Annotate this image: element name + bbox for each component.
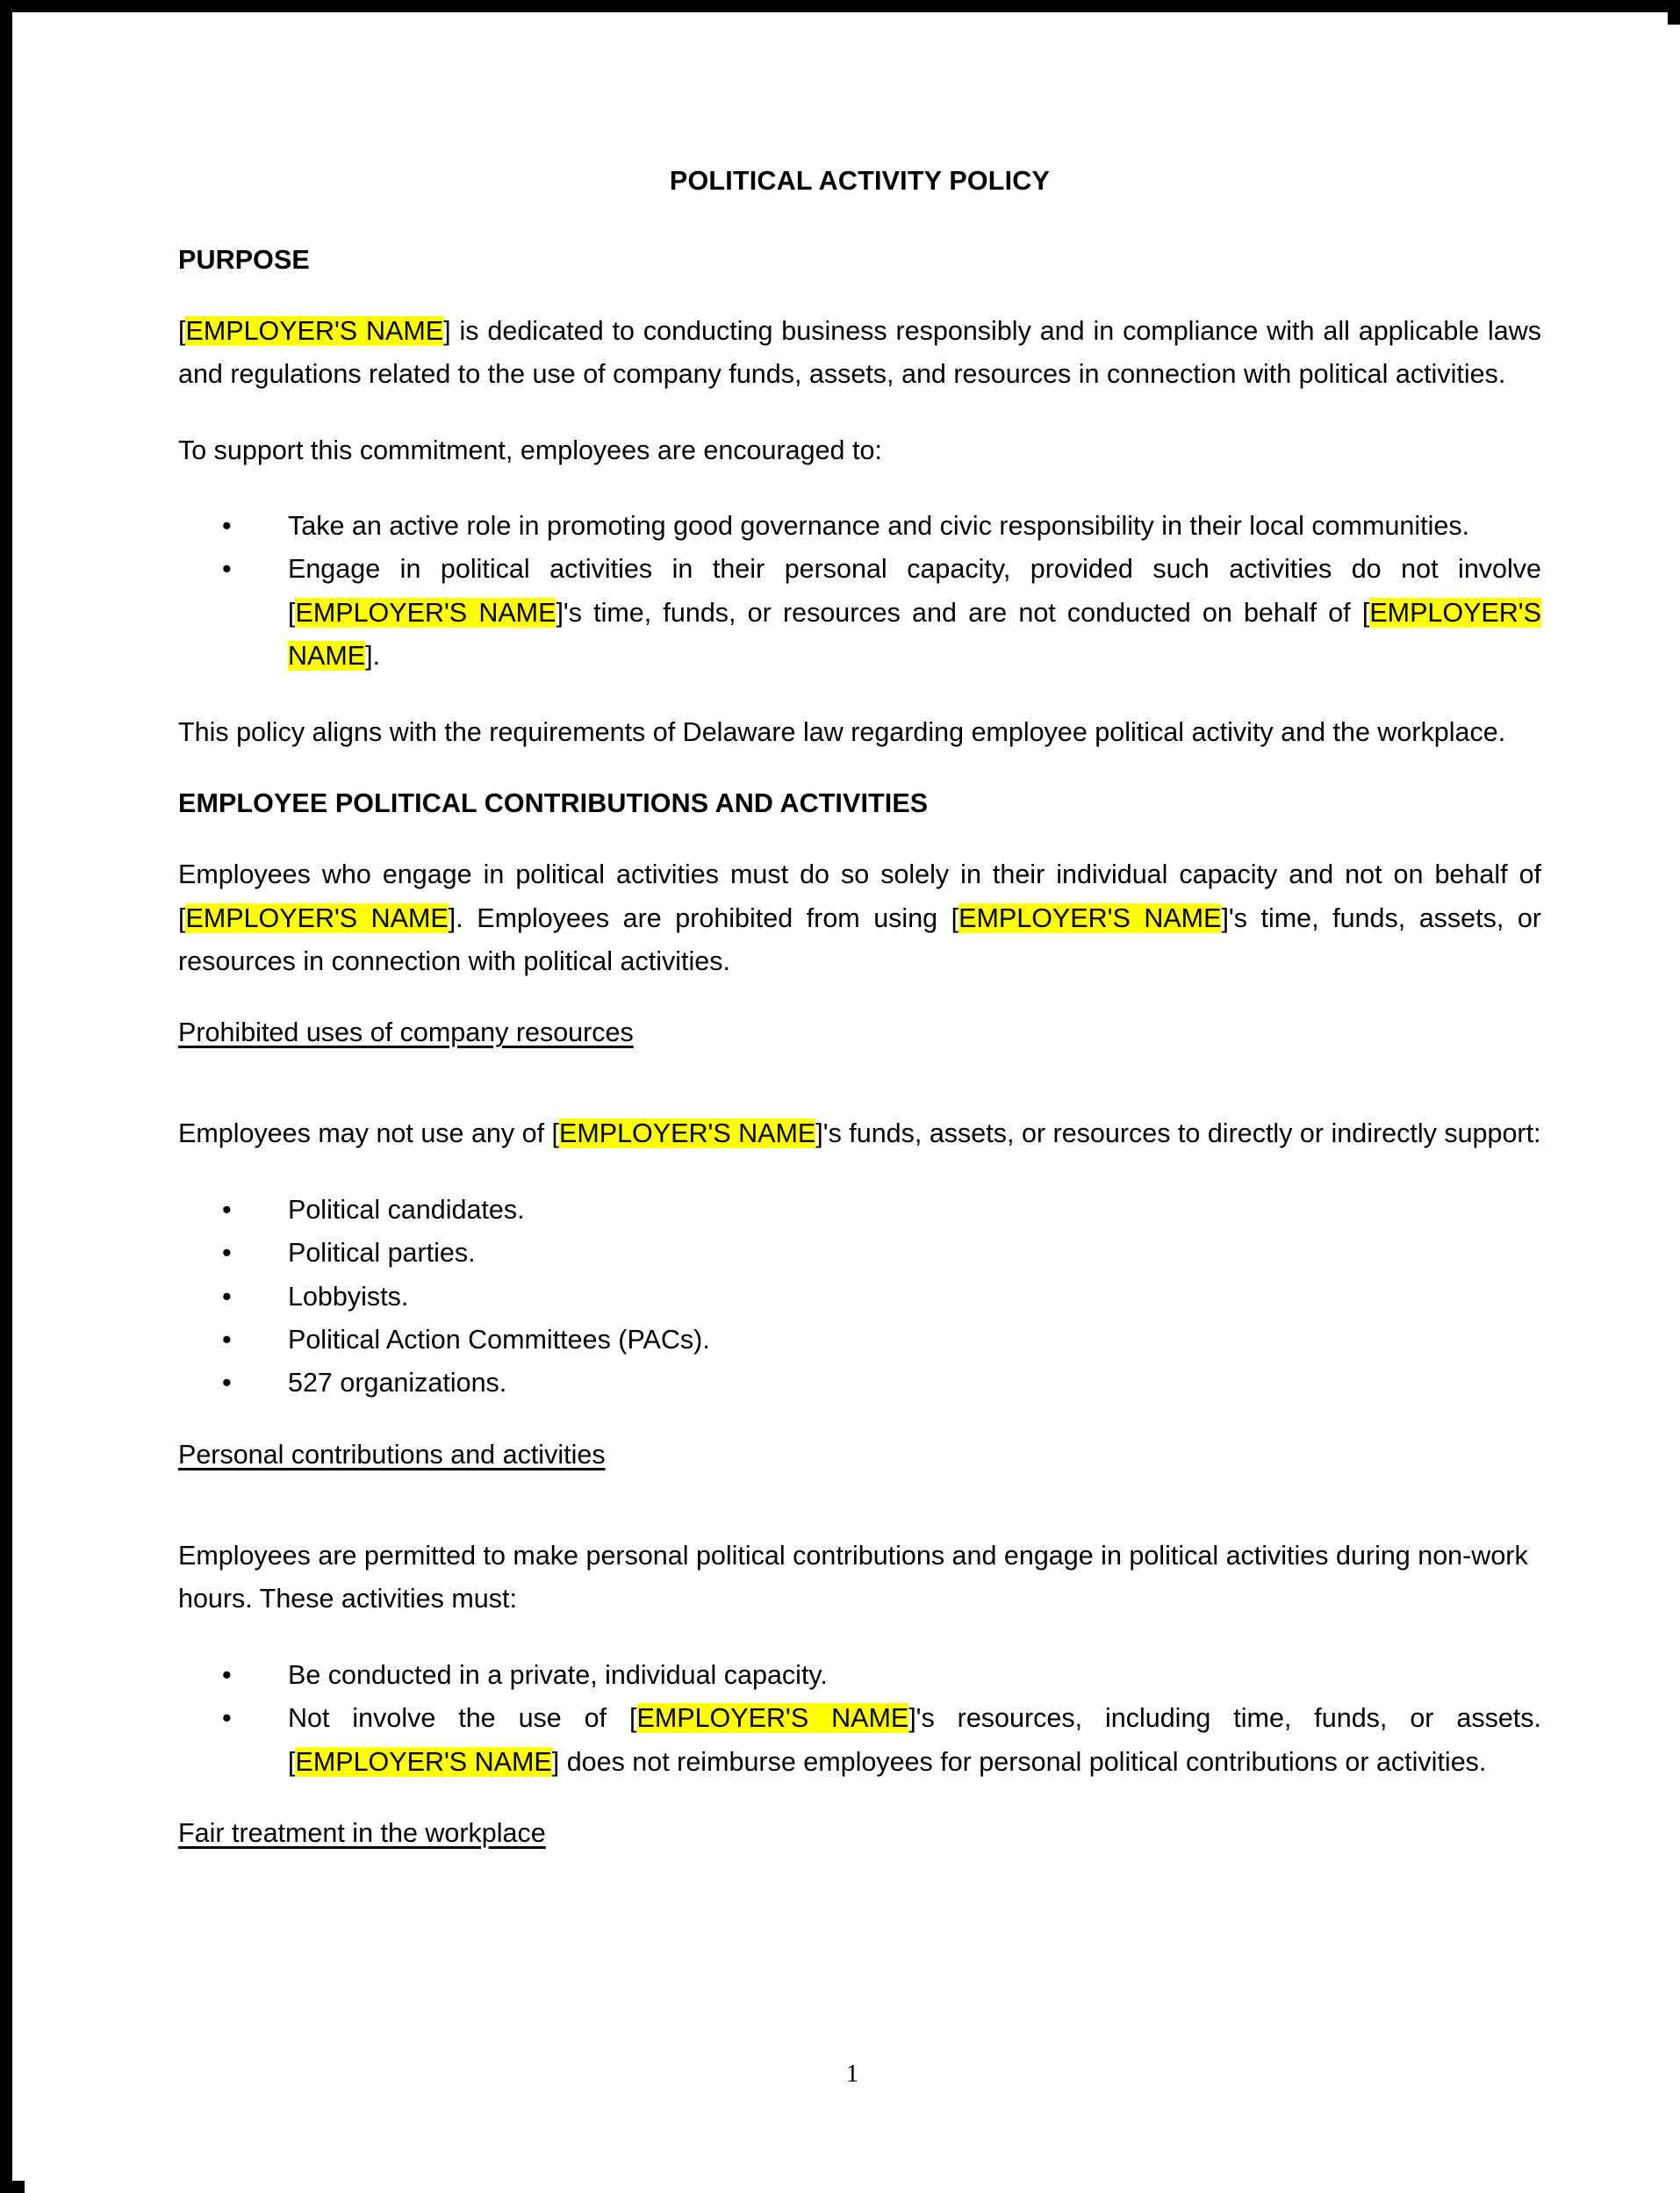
personal-bullet-text-mid: ]'s resources, including time, funds, or assets. [ — [288, 1703, 1541, 1777]
bullet2-text-mid: ]'s time, funds, or resources and are not conducted on behalf of [ — [556, 597, 1370, 628]
personal-bullet-text-post: ] does not reimburse employees for personal political contributions or activities. — [551, 1746, 1487, 1777]
subheading-fair-treatment-wrap — [178, 1816, 1541, 1881]
purpose-paragraph-1-text: ] is dedicated to conducting business responsibly and in compliance with all applicable laws and regulations related to the use of company funds, assets, and resources in connection with political activities. — [178, 315, 1541, 390]
list-item: • Political parties. — [178, 1232, 1541, 1275]
prohibited-uses-list — [178, 1189, 1541, 1406]
list-item: • 527 organizations. — [178, 1362, 1541, 1405]
purpose-bullet-list — [178, 505, 1541, 679]
contributions-paragraph — [178, 853, 1541, 983]
contributions-text-pre: Employees who engage in political activities must do so solely in their individual capacity and not on behalf of [ — [178, 859, 1541, 933]
prohibited-text-post: ]'s funds, assets, or resources to directly or indirectly support: — [815, 1118, 1541, 1149]
purpose-paragraph-2: To support this commitment, employees are encouraged to: — [178, 435, 882, 465]
employer-name-placeholder: EMPLOYER'S NAME — [559, 1118, 816, 1149]
list-item: • Lobbyists. — [178, 1276, 1541, 1319]
employer-name-placeholder: EMPLOYER'S NAME — [958, 902, 1222, 933]
employer-name-placeholder: EMPLOYER'S NAME — [295, 597, 556, 628]
purpose-paragraph-3: This policy aligns with the requirements of Delaware law regarding employee political activity and the workplace. — [178, 716, 1506, 747]
list-item: • Take an active role in promoting good governance and civic responsibility in their local communities. — [178, 505, 1541, 548]
subheading-personal-contributions: Personal contributions and activities — [178, 1439, 606, 1470]
heading-purpose: PURPOSE — [178, 244, 310, 275]
heading-employee-political-contributions: EMPLOYEE POLITICAL CONTRIBUTIONS AND ACTIVITIES — [178, 787, 929, 818]
page-canvas — [25, 25, 1680, 2193]
list-item: • Be conducted in a private, individual capacity. — [178, 1654, 1541, 1697]
personal-contributions-list — [178, 1654, 1541, 1784]
list-item: • Political Action Committees (PACs). — [178, 1319, 1541, 1362]
contributions-text-post: ]'s time, funds, assets, or resources in connection with political activities. — [178, 902, 1541, 976]
subheading-prohibited-uses-wrap — [178, 1016, 1541, 1081]
prohibited-text-pre: Employees may not use any of [ — [178, 1118, 559, 1149]
page-number: 1 — [845, 2060, 859, 2088]
employer-name-placeholder: EMPLOYER'S NAME — [295, 1746, 552, 1777]
document-title: POLITICAL ACTIVITY POLICY — [669, 166, 1051, 196]
contributions-text-mid: ]. Employees are prohibited from using [ — [448, 902, 959, 933]
bracket-open: [ — [178, 315, 186, 346]
employer-name-placeholder: EMPLOYER'S NAME — [636, 1703, 909, 1734]
document-body — [178, 165, 1541, 1913]
personal-bullet-text-pre: Not involve the use of [ — [288, 1703, 637, 1734]
prohibited-uses-paragraph — [178, 1112, 1541, 1155]
purpose-paragraph-1 — [178, 310, 1541, 397]
bullet2-text-pre: Engage in political activities in their personal capacity, provided such activities do not involve [ — [288, 554, 1541, 628]
employer-name-placeholder: EMPLOYER'S NAME — [185, 902, 449, 933]
personal-contributions-paragraph: Employees are permitted to make personal political contributions and engage in political activities during non-work hours. These activities must: — [178, 1541, 1528, 1614]
subheading-personal-contributions-wrap — [178, 1438, 1541, 1503]
employer-name-placeholder: EMPLOYER'S NAME — [185, 315, 444, 346]
employer-name-placeholder: EMPLOYER'S NAME — [288, 597, 1541, 672]
subheading-fair-treatment: Fair treatment in the workplace — [178, 1818, 546, 1849]
bullet2-text-post: ]. — [365, 641, 381, 672]
list-item — [178, 548, 1541, 678]
list-item: • Political candidates. — [178, 1189, 1541, 1232]
list-item — [178, 1697, 1541, 1784]
subheading-prohibited-uses: Prohibited uses of company resources — [178, 1017, 634, 1048]
